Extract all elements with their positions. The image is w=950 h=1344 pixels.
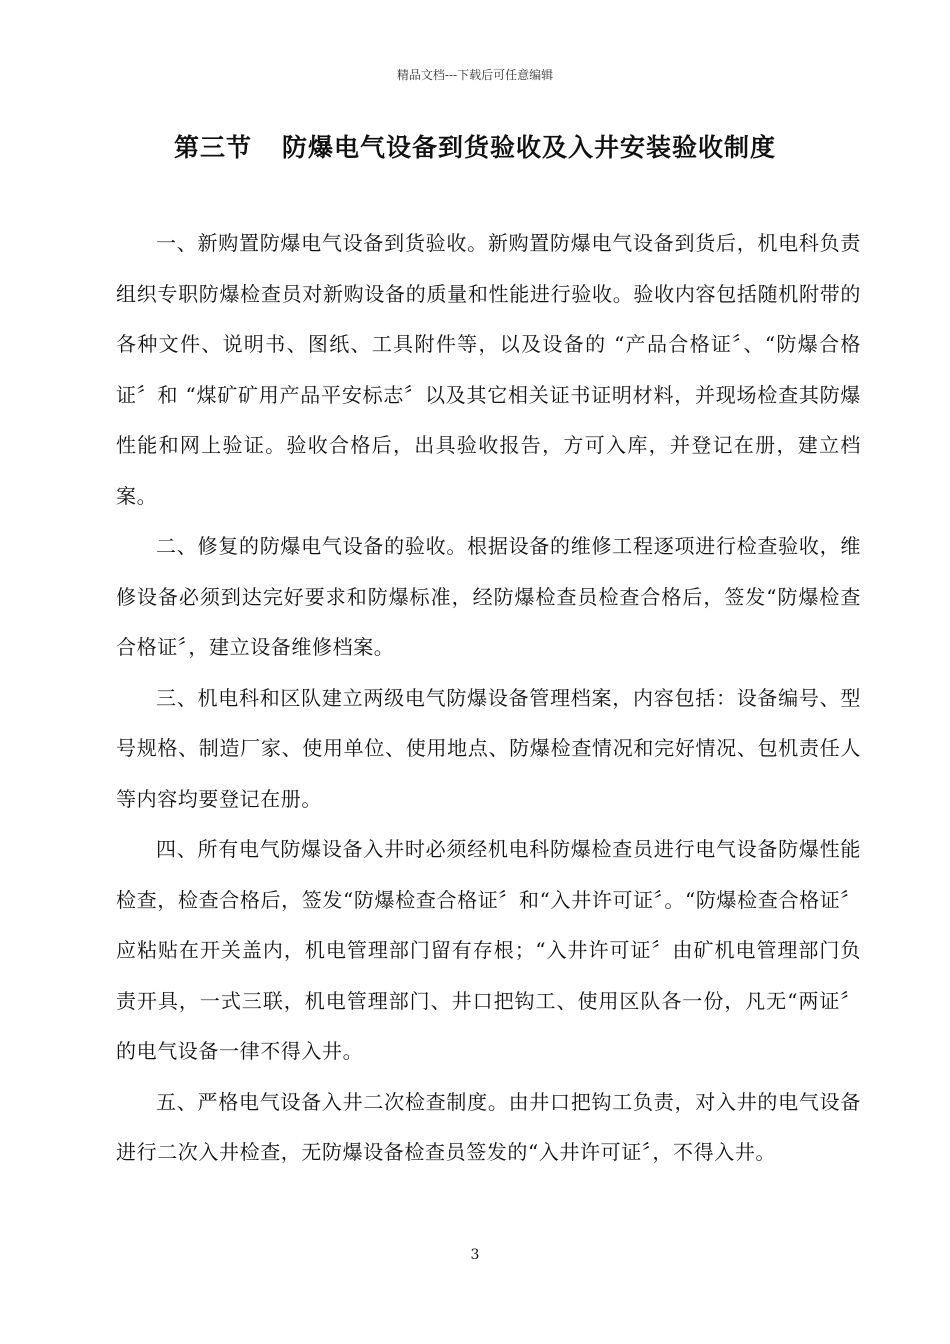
paragraph-4: 四、所有电气防爆设备入井时必须经机电科防爆检查员进行电气设备防爆性能检查，检查合格后，签发“防爆检查合格证〞和“入井许可证〞。“防爆检查合格证〞应粘贴在开关盖内，机电管理部门留有存根；“入井许可证〞由矿机电管理部门负责开具，一式三联，机电管理部门、井口把钩工、使用区队各一份，凡无“两证〞的电气设备一律不得入井。: [116, 837, 861, 1063]
body-text: [116, 218, 861, 1178]
page-title: [0, 128, 950, 164]
page-number: 3: [470, 1247, 480, 1263]
header-note: 精品文档---下载后可任意编辑: [396, 68, 554, 82]
paragraph-3: 三、机电科和区队建立两级电气防爆设备管理档案，内容包括：设备编号、型号规格、制造厂家、使用单位、使用地点、防爆检查情况和完好情况、包机责任人等内容均要登记在册。: [116, 685, 861, 811]
title-section: 第三节: [173, 133, 252, 162]
paragraph-1: 一、新购置防爆电气设备到货验收。新购置防爆电气设备到货后，机电科负责组织专职防爆检查员对新购设备的质量和性能进行验收。验收内容包括随机附带的各种文件、说明书、图纸、工具附件等，以及设备的 “产品合格证〞、“防爆合格证〞和 “煤矿矿用产品平安标志〞以及其它相关证书证明材料，并现场检查其防爆性能和网上验证。验收合格后，出具验收报告，方可入库，并登记在册，建立档案。: [116, 231, 861, 508]
title-text: 防爆电气设备到货验收及入井安装验收制度: [282, 133, 777, 162]
paragraph-5: 五、严格电气设备入井二次检查制度。由井口把钩工负责，对入井的电气设备进行二次入井检查，无防爆设备检查员签发的“入井许可证〞，不得入井。: [116, 1089, 861, 1164]
paragraph-2: 二、修复的防爆电气设备的验收。根据设备的维修工程逐项进行检查验收，维修设备必须到达完好要求和防爆标准，经防爆检查员检查合格后，签发“防爆检查合格证〞，建立设备维修档案。: [116, 534, 861, 659]
